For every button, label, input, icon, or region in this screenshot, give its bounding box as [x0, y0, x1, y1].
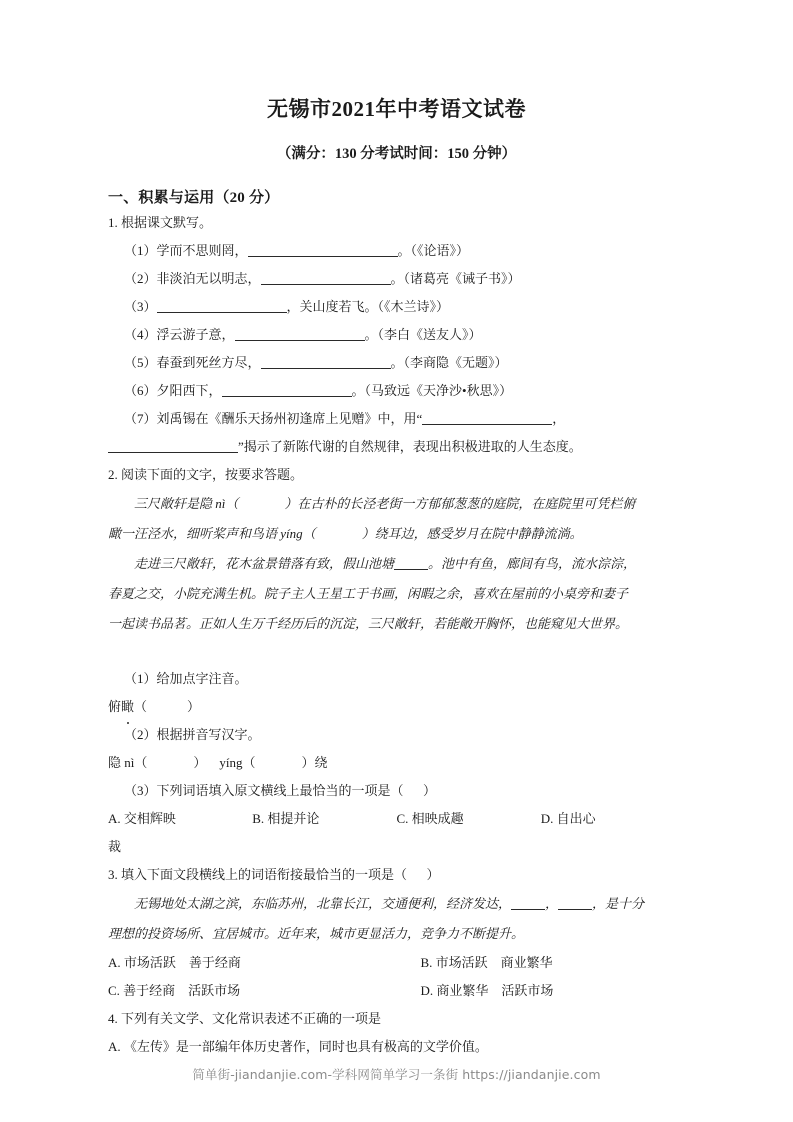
question-2-sub-3-stem: （3）下列词语填入原文横线上最恰当的一项是（ ） [124, 783, 437, 799]
q2-passage-p2-a: 走进三尺敞轩，花木盆景错落有致，假山池塘 [134, 556, 395, 572]
q2-sub1-answer-close: ） [187, 699, 201, 715]
q1-item-5-prefix: （5）春蚕到死丝方尽， [124, 355, 261, 371]
question-1-item-5 [108, 349, 685, 377]
question-2-sub-2-stem: （2）根据拼音写汉字。 [124, 727, 261, 743]
fill-blank[interactable] [157, 312, 287, 313]
q2-sub2-a: 隐 nì（ [108, 755, 148, 771]
q1-item-2-suffix: 。（诸葛亮《诫子书》） [390, 271, 521, 287]
q3-passage-a: 无锡地处太湖之滨，东临苏州，北靠长江，交通便利，经济发达， [134, 896, 512, 912]
question-2-sub-3-option-d-wrap: 裁 [108, 839, 122, 855]
question-1-stem: 1. 根据课文默写。 [108, 215, 213, 231]
q1-item-6-prefix: （6）夕阳西下， [124, 383, 222, 399]
question-1-item-1 [108, 237, 685, 265]
question-3-options-row-2 [108, 977, 685, 1005]
question-2-passage-paragraph-2 [108, 549, 685, 579]
option-a[interactable]: A. 交相辉映 [108, 811, 176, 827]
question-1-item-7-line-2 [108, 433, 685, 461]
option-d[interactable]: D. 商业繁华 活跃市场 [420, 983, 554, 999]
option-b[interactable]: B. 市场活跃 商业繁华 [420, 955, 553, 971]
q1-item-7-line-2-suffix: ”揭示了新陈代谢的自然规律，表现出积极进取的人生态度。 [238, 439, 582, 455]
q2-passage-p2-b: 。池中有鱼，廊间有鸟，流水淙淙， [428, 556, 637, 572]
footer-watermark: 简单街-jiandanjie.com-学科网简单学习一条街 https://jiandanjie.com [192, 1067, 601, 1082]
question-2-passage-paragraph-1 [108, 489, 685, 519]
fill-blank[interactable] [261, 284, 391, 285]
question-2-sub-1-answer-line: 俯瞰（ ） [108, 693, 685, 721]
q2-sub1-char-dotted: 瞰 [121, 693, 134, 721]
q1-item-1-suffix: 。（《论语》） [397, 243, 470, 259]
fill-blank[interactable] [108, 452, 238, 453]
fill-blank[interactable] [422, 424, 552, 425]
q1-item-4-suffix: 。（李白《送友人》） [364, 327, 482, 343]
question-2-stem: 2. 阅读下面的文字，按要求答题。 [108, 467, 304, 483]
fill-blank[interactable] [261, 368, 391, 369]
question-3-passage-line-1 [108, 889, 685, 919]
q1-item-6-suffix: 。（马致远《天净沙•秋思》） [351, 383, 513, 399]
q2-sub2-b: ） [193, 755, 207, 771]
q2-sub1-char-plain: 俯 [108, 699, 122, 715]
exam-meta-subtitle: （满分：130 分考试时间：150 分钟） [276, 146, 517, 163]
q1-item-7-line-1-suffix: ， [552, 411, 566, 427]
fill-blank[interactable] [248, 256, 398, 257]
question-2-passage-paragraph-2-line-2: 春夏之交，小院充满生机。院子主人王星工于书画，闲暇之余，喜欢在屋前的小桌旁和妻子 [108, 586, 629, 602]
q2-passage-p1-d: ）绕耳边，感受岁月在院中静静流淌。 [361, 526, 583, 542]
q1-item-3-suffix: ，关山度若飞。（《木兰诗》） [286, 299, 450, 315]
q2-sub2-c: yíng（ [219, 755, 256, 771]
question-2-sub-1-stem: （1）给加点字注音。 [124, 671, 248, 687]
q2-sub2-d: ）绕 [301, 755, 328, 771]
q2-passage-p1-b: ）在古朴的长泾老街一方郁郁葱葱的庭院，在庭院里可凭栏俯 [284, 496, 636, 512]
q1-item-4-prefix: （4）浮云游子意， [124, 327, 235, 343]
question-2-passage-paragraph-2-line-3: 一起读书品茗。正如人生万千经历后的沉淀，三尺敞轩，若能敞开胸怀，也能窥见大世界。 [108, 616, 629, 632]
fill-blank[interactable] [511, 909, 545, 910]
q2-passage-p1-a: 三尺敞轩是隐 nì（ [134, 496, 239, 512]
question-1-item-7-line-1 [108, 405, 685, 433]
question-2-sub-2-answer-line [108, 749, 685, 777]
q1-item-5-suffix: 。（李商隐《无题》） [390, 355, 508, 371]
fill-blank[interactable] [394, 569, 428, 570]
question-2-sub-3-options [108, 805, 685, 833]
fill-blank[interactable] [222, 396, 352, 397]
question-3-passage-line-2: 理想的投资场所、宜居城市。近年来，城市更显活力，竞争力不断提升。 [108, 926, 525, 942]
option-a[interactable]: A. 市场活跃 善于经商 [108, 955, 241, 971]
fill-blank[interactable] [235, 340, 365, 341]
option-b[interactable]: B. 相提并论 [252, 811, 320, 827]
q1-item-2-prefix: （2）非淡泊无以明志， [124, 271, 261, 287]
question-4-option-a[interactable]: A. 《左传》是一部编年体历史著作，同时也具有极高的文学价值。 [108, 1039, 488, 1055]
fill-blank[interactable] [558, 909, 592, 910]
q1-item-1-prefix: （1）学而不思则罔， [124, 243, 248, 259]
question-1-item-2 [108, 265, 685, 293]
question-2-passage-paragraph-1-cont [108, 519, 685, 549]
question-1-item-3 [108, 293, 685, 321]
option-c[interactable]: C. 善于经商 活跃市场 [108, 983, 241, 999]
question-3-stem: 3. 填入下面文段横线上的词语衔接最恰当的一项是（ ） [108, 867, 440, 883]
q3-passage-c: ，是十分 [592, 896, 645, 912]
option-d[interactable]: D. 自出心 [540, 811, 596, 827]
question-1-item-4 [108, 321, 685, 349]
spacer [108, 639, 685, 665]
option-c[interactable]: C. 相映成趣 [396, 811, 464, 827]
q3-passage-b: ， [545, 896, 559, 912]
q2-passage-p1-c: 瞰一汪泾水，细听桨声和鸟语 yíng（ [108, 526, 316, 542]
section-heading-part-one: 一、积累与运用（20 分） [108, 189, 280, 206]
page-title: 无锡市2021年中考语文试卷 [267, 97, 526, 121]
q1-item-3-prefix: （3） [124, 299, 157, 315]
q1-item-7-prefix: （7）刘禹锡在《酬乐天扬州初逢席上见赠》中，用“ [124, 411, 423, 427]
question-3-options-row-1 [108, 949, 685, 977]
question-4-stem: 4. 下列有关文学、文化常识表述不正确的一项是 [108, 1011, 382, 1027]
question-1-item-6 [108, 377, 685, 405]
